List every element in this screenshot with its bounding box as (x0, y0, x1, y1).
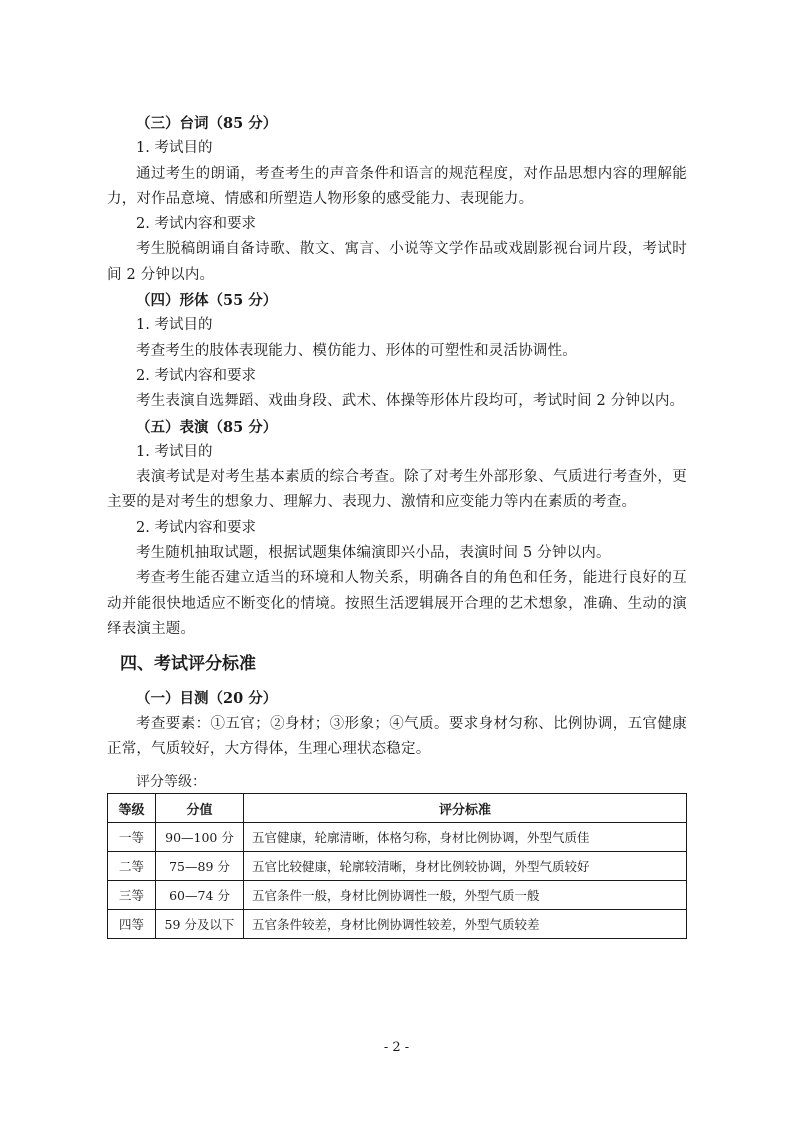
header-criteria: 评分标准 (244, 794, 687, 823)
cell-grade: 四等 (108, 910, 156, 939)
grading-table (107, 793, 687, 939)
section-heading-body: （四）形体（55 分） (136, 292, 278, 310)
cell-grade: 三等 (108, 881, 156, 910)
page-number: - 2 - (383, 1040, 410, 1055)
lines-purpose-text: 通过考生的朗诵，考查考生的声音条件和语言的规范程度，对作品思想内容的理解能力，对作品意境、情感和所塑造人物形象的感受能力、表现能力。 (107, 165, 687, 207)
table-row (108, 910, 687, 939)
section-heading-acting: （五）表演（85 分） (136, 418, 278, 436)
table-header-row (108, 794, 687, 823)
page-body (107, 111, 687, 939)
header-grade: 等级 (108, 794, 156, 823)
header-score: 分值 (156, 794, 244, 823)
cell-criteria: 五官健康，轮廓清晰，体格匀称，身材比例协调，外型气质佳 (244, 823, 687, 852)
cell-score: 59 分及以下 (156, 910, 244, 939)
acting-content-text-2: 考查考生能否建立适当的环境和人物关系，明确各自的角色和任务，能进行良好的互动并能很快地适应不断变化的情境。按照生活逻辑展开合理的艺术想象，准确、生动的演绎表演主题。 (107, 570, 687, 637)
body-content-title: 2. 考试内容和要求 (136, 367, 256, 384)
body-purpose-title: 1. 考试目的 (136, 317, 213, 334)
cell-score: 90—100 分 (156, 823, 244, 852)
cell-criteria: 五官条件较差，身材比例协调性较差，外型气质较差 (244, 910, 687, 939)
table-row (108, 881, 687, 910)
visual-criteria-text: 考查要素：①五官；②身材；③形象；④气质。要求身材匀称、比例协调，五官健康正常，气质较好，大方得体，生理心理状态稳定。 (107, 715, 687, 757)
section-heading-visual: （一）目测（20 分） (136, 690, 278, 708)
acting-purpose-text: 表演考试是对考生基本素质的综合考查。除了对考生外部形象、气质进行考查外，更主要的是对考生的想象力、理解力、表现力、激情和应变能力等内在素质的考查。 (107, 469, 687, 511)
table-row (108, 852, 687, 881)
acting-content-title: 2. 考试内容和要求 (136, 519, 256, 536)
cell-grade: 二等 (108, 852, 156, 881)
cell-grade: 一等 (108, 823, 156, 852)
section-title-scoring: 四、考试评分标准 (120, 654, 256, 675)
lines-purpose-title: 1. 考试目的 (136, 140, 213, 157)
section-heading-lines: （三）台词（85 分） (136, 115, 278, 132)
acting-content-text-1: 考生随机抽取试题，根据试题集体编演即兴小品，表演时间 5 分钟以内。 (136, 545, 611, 562)
cell-criteria: 五官比较健康，轮廓较清晰，身材比例较协调，外型气质较好 (244, 852, 687, 881)
acting-purpose-title: 1. 考试目的 (136, 443, 213, 460)
cell-score: 60—74 分 (156, 881, 244, 910)
cell-criteria: 五官条件一般，身材比例协调性一般，外型气质一般 (244, 881, 687, 910)
body-content-text: 考生表演自选舞蹈、戏曲身段、武术、体操等形体片段均可，考试时间 2 分钟以内。 (136, 393, 685, 410)
lines-content-title: 2. 考试内容和要求 (136, 216, 256, 233)
lines-content-text: 考生脱稿朗诵自备诗歌、散文、寓言、小说等文学作品或戏剧影视台词片段，考试时间 2 分钟以内。 (107, 241, 687, 283)
body-purpose-text: 考查考生的肢体表现能力、模仿能力、形体的可塑性和灵活协调性。 (136, 342, 577, 359)
table-row (108, 823, 687, 852)
table-caption: 评分等级： (136, 774, 206, 791)
cell-score: 75—89 分 (156, 852, 244, 881)
